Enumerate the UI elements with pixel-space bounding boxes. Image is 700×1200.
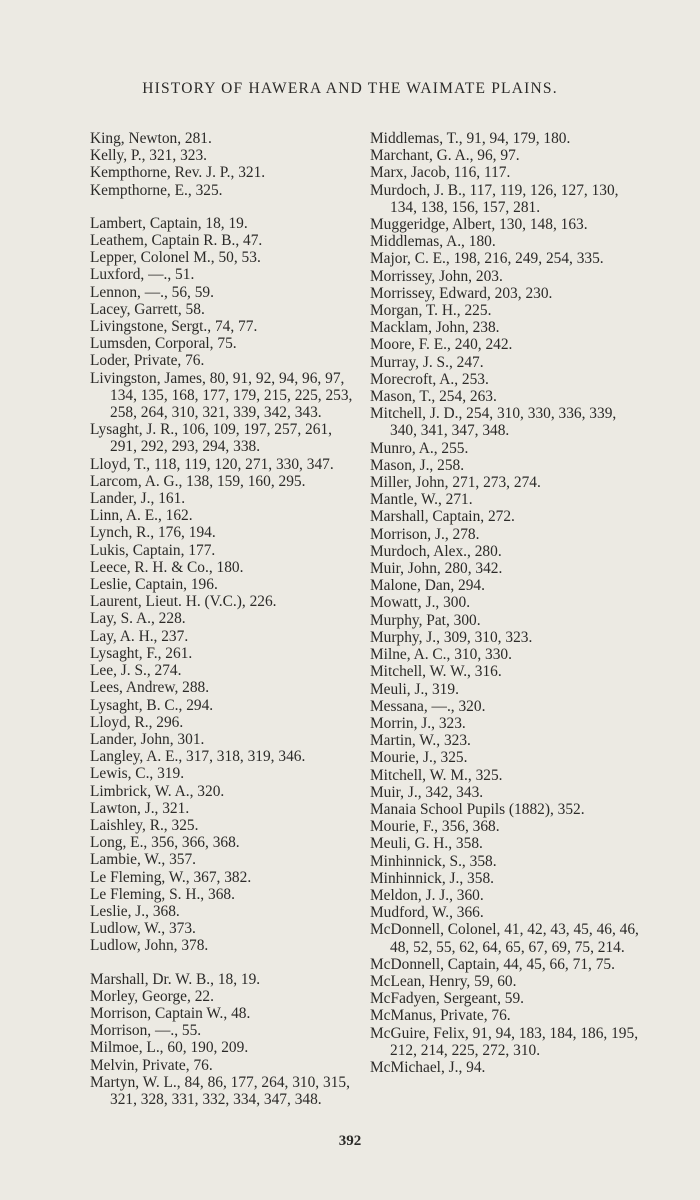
- index-entry: Lysaght, F., 261.: [90, 644, 193, 662]
- index-entry: Morrin, J., 323.: [370, 714, 466, 732]
- index-entry: Murdoch, Alex., 280.: [370, 542, 502, 560]
- index-entry: Lysaght, J. R., 106, 109, 197, 257, 261, 291, 292, 293, 294, 338.: [90, 421, 332, 456]
- index-entry: Messana, —., 320.: [370, 697, 486, 715]
- index-entry: Lacey, Garrett, 58.: [90, 300, 205, 318]
- index-entry: Malone, Dan, 294.: [370, 577, 485, 595]
- index-entry: Mason, T., 254, 263.: [370, 388, 497, 406]
- index-entry: Martyn, W. L., 84, 86, 177, 264, 310, 315, 321, 328, 331, 332, 334, 347, 348.: [90, 1073, 350, 1108]
- index-entry: Marx, Jacob, 116, 117.: [370, 164, 511, 182]
- index-entry: Muir, J., 342, 343.: [370, 783, 484, 801]
- index-entry: Lay, A. H., 237.: [90, 627, 189, 645]
- index-entry: Mason, J., 258.: [370, 456, 465, 474]
- index-entry: McFadyen, Sergeant, 59.: [370, 990, 525, 1008]
- index-entry: Moore, F. E., 240, 242.: [370, 336, 513, 354]
- index-entry: Muggeridge, Albert, 130, 148, 163.: [370, 216, 588, 234]
- index-entry: King, Newton, 281.: [90, 130, 212, 147]
- index-entry: Morrison, J., 278.: [370, 525, 480, 543]
- index-entry: Lee, J. S., 274.: [90, 662, 182, 680]
- index-entry: Munro, A., 255.: [370, 439, 469, 457]
- index-entry: McDonnell, Captain, 44, 45, 66, 71, 75.: [370, 955, 615, 973]
- index-entry: Le Fleming, W., 367, 382.: [90, 868, 252, 886]
- index-entry: Morrissey, John, 203.: [370, 267, 503, 285]
- index-entry: Leslie, J., 368.: [90, 902, 180, 920]
- index-entry: McDonnell, Colonel, 41, 42, 43, 45, 46, 46, 48, 52, 55, 62, 64, 65, 67, 69, 75, 214.: [370, 921, 639, 956]
- index-entry: Laurent, Lieut. H. (V.C.), 226.: [90, 593, 277, 611]
- index-entry: Meuli, J., 319.: [370, 680, 459, 698]
- index-entry: Lynch, R., 176, 194.: [90, 524, 216, 542]
- index-entry: Murdoch, J. B., 117, 119, 126, 127, 130, 134, 138, 156, 157, 281.: [370, 181, 619, 216]
- index-entry: Melvin, Private, 76.: [90, 1056, 213, 1074]
- index-entry: Muir, John, 280, 342.: [370, 560, 503, 578]
- index-entry: Morley, George, 22.: [90, 987, 214, 1005]
- index-entry: Macklam, John, 238.: [370, 319, 500, 337]
- index-entry: Mantle, W., 271.: [370, 491, 473, 509]
- index-entry: Martin, W., 323.: [370, 732, 471, 750]
- index-entry: Le Fleming, S. H., 368.: [90, 885, 235, 903]
- index-entry: Murray, J. S., 247.: [370, 353, 484, 371]
- index-entry: McLean, Henry, 59, 60.: [370, 972, 517, 990]
- index-entry: McManus, Private, 76.: [370, 1007, 511, 1025]
- index-entry: Lees, Andrew, 288.: [90, 679, 210, 697]
- index-entry: Lysaght, B. C., 294.: [90, 696, 214, 714]
- index-entry: Leece, R. H. & Co., 180.: [90, 558, 244, 576]
- index-entry: Middlemas, A., 180.: [370, 233, 496, 251]
- index-entry: Milne, A. C., 310, 330.: [370, 646, 512, 664]
- index-entry: Morgan, T. H., 225.: [370, 302, 492, 320]
- index-entry: Mudford, W., 366.: [370, 904, 484, 922]
- index-entry: Kempthorne, E., 325.: [90, 181, 223, 199]
- index-entry: Lukis, Captain, 177.: [90, 541, 216, 559]
- index-entry: Lander, John, 301.: [90, 730, 205, 748]
- index-entry: Ludlow, John, 378.: [90, 937, 209, 955]
- index-entry: Lennon, —., 56, 59.: [90, 283, 214, 301]
- index-column-left: [90, 130, 358, 1108]
- index-entry: Laishley, R., 325.: [90, 816, 199, 834]
- index-column-right: [370, 130, 640, 1076]
- index-entry: Lepper, Colonel M., 50, 53.: [90, 249, 261, 267]
- index-entry: Mitchell, W. W., 316.: [370, 663, 502, 681]
- index-entry: Marshall, Dr. W. B., 18, 19.: [90, 970, 261, 988]
- index-entry: Lloyd, R., 296.: [90, 713, 184, 731]
- index-entry: Kempthorne, Rev. J. P., 321.: [90, 164, 266, 182]
- index-entry: Morecroft, A., 253.: [370, 370, 489, 388]
- index-entry: Limbrick, W. A., 320.: [90, 782, 225, 800]
- index-entry: Kelly, P., 321, 323.: [90, 147, 207, 165]
- index-entry: Livingston, James, 80, 91, 92, 94, 96, 97, 134, 135, 168, 177, 179, 215, 225, 253, 258, 264, 310, 321, 339, 342, 343.: [90, 369, 353, 422]
- index-entry: Loder, Private, 76.: [90, 352, 205, 370]
- index-entry: Murphy, J., 309, 310, 323.: [370, 628, 533, 646]
- index-entry: Meldon, J. J., 360.: [370, 886, 484, 904]
- index-entry: Luxford, —., 51.: [90, 266, 195, 284]
- index-entry: McGuire, Felix, 91, 94, 183, 184, 186, 195, 212, 214, 225, 272, 310.: [370, 1024, 639, 1059]
- index-entry: Lambie, W., 357.: [90, 851, 197, 869]
- index-entry: Miller, John, 271, 273, 274.: [370, 474, 541, 492]
- index-entry: Major, C. E., 198, 216, 249, 254, 335.: [370, 250, 604, 268]
- letter-section-gap: [90, 955, 358, 971]
- index-entry: Mourie, F., 356, 368.: [370, 818, 500, 836]
- index-entry: Milmoe, L., 60, 190, 209.: [90, 1039, 249, 1057]
- index-entry: Mowatt, J., 300.: [370, 594, 471, 612]
- index-entry: Manaia School Pupils (1882), 352.: [370, 800, 585, 818]
- index-entry: Morrissey, Edward, 203, 230.: [370, 284, 553, 302]
- index-entry: Lloyd, T., 118, 119, 120, 271, 330, 347.: [90, 455, 334, 473]
- index-entry: Lumsden, Corporal, 75.: [90, 335, 237, 353]
- index-entry: Meuli, G. H., 358.: [370, 835, 483, 853]
- index-entry: Langley, A. E., 317, 318, 319, 346.: [90, 748, 306, 766]
- index-entry: Morrison, Captain W., 48.: [90, 1004, 251, 1022]
- index-entry: Linn, A. E., 162.: [90, 507, 193, 525]
- letter-section-gap: [90, 199, 358, 215]
- index-entry: Lay, S. A., 228.: [90, 610, 186, 628]
- page-number: 392: [338, 1133, 362, 1149]
- index-entry: Larcom, A. G., 138, 159, 160, 295.: [90, 472, 306, 490]
- index-entry: Mitchell, W. M., 325.: [370, 766, 503, 784]
- index-entry: Livingstone, Sergt., 74, 77.: [90, 318, 258, 336]
- index-entry: Marshall, Captain, 272.: [370, 508, 515, 526]
- index-entry: Mitchell, J. D., 254, 310, 330, 336, 339, 340, 341, 347, 348.: [370, 405, 617, 440]
- index-entry: Leathem, Captain R. B., 47.: [90, 232, 263, 250]
- index-entry: Morrison, —., 55.: [90, 1022, 202, 1040]
- index-entry: Murphy, Pat, 300.: [370, 611, 481, 629]
- index-entry: Lewis, C., 319.: [90, 765, 185, 783]
- index-entry: Ludlow, W., 373.: [90, 920, 196, 938]
- running-header: HISTORY OF HAWERA AND THE WAIMATE PLAINS.: [142, 80, 558, 97]
- index-entry: Lambert, Captain, 18, 19.: [90, 214, 248, 232]
- index-entry: Mourie, J., 325.: [370, 749, 468, 767]
- index-entry: Long, E., 356, 366, 368.: [90, 834, 240, 852]
- index-entry: McMichael, J., 94.: [370, 1058, 486, 1076]
- index-entry: Lawton, J., 321.: [90, 799, 190, 817]
- index-entry: Middlemas, T., 91, 94, 179, 180.: [370, 130, 571, 147]
- index-entry: Minhinnick, S., 358.: [370, 852, 497, 870]
- index-entry: Minhinnick, J., 358.: [370, 869, 494, 887]
- index-entry: Lander, J., 161.: [90, 490, 186, 508]
- index-entry: Marchant, G. A., 96, 97.: [370, 147, 520, 165]
- index-entry: Leslie, Captain, 196.: [90, 576, 218, 594]
